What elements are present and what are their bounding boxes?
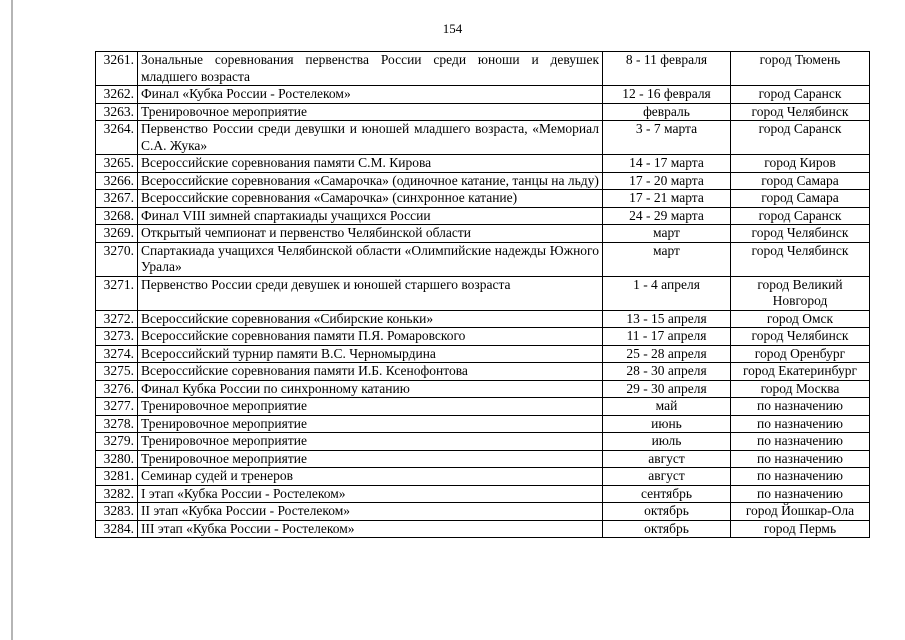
table-row xyxy=(96,86,870,104)
event-name: Первенство России среди девушки и юношей младшего возраста, «Мемориал С.А. Жука» xyxy=(138,121,603,155)
table-row xyxy=(96,52,870,86)
row-number: 3269. xyxy=(96,225,138,243)
row-number: 3263. xyxy=(96,103,138,121)
table-row xyxy=(96,121,870,155)
event-name: Всероссийские соревнования памяти П.Я. Ромаровского xyxy=(138,328,603,346)
row-number: 3281. xyxy=(96,468,138,486)
table-row xyxy=(96,155,870,173)
event-place: по назначению xyxy=(731,450,870,468)
row-number: 3266. xyxy=(96,172,138,190)
event-date: август xyxy=(603,468,731,486)
event-date: 1 - 4 апреля xyxy=(603,276,731,310)
events-table xyxy=(95,51,870,538)
event-date: октябрь xyxy=(603,503,731,521)
event-date: 17 - 21 марта xyxy=(603,190,731,208)
table-row xyxy=(96,103,870,121)
row-number: 3277. xyxy=(96,398,138,416)
event-name: Открытый чемпионат и первенство Челябинской области xyxy=(138,225,603,243)
event-name: Финал VIII зимней спартакиады учащихся России xyxy=(138,207,603,225)
row-number: 3282. xyxy=(96,485,138,503)
event-name: Спартакиада учащихся Челябинской области «Олимпийские надежды Южного Урала» xyxy=(138,242,603,276)
event-place: город Оренбург xyxy=(731,345,870,363)
event-date: 14 - 17 марта xyxy=(603,155,731,173)
event-name: Всероссийские соревнования «Самарочка» (одиночное катание, танцы на льду) xyxy=(138,172,603,190)
event-name: Финал Кубка России по синхронному катанию xyxy=(138,380,603,398)
row-number: 3265. xyxy=(96,155,138,173)
event-date: сентябрь xyxy=(603,485,731,503)
table-row xyxy=(96,225,870,243)
event-name: Тренировочное мероприятие xyxy=(138,415,603,433)
event-name: Всероссийские соревнования памяти И.Б. Ксенофонтова xyxy=(138,363,603,381)
event-place: по назначению xyxy=(731,468,870,486)
row-number: 3271. xyxy=(96,276,138,310)
row-number: 3275. xyxy=(96,363,138,381)
event-place: город Самара xyxy=(731,172,870,190)
event-place: по назначению xyxy=(731,433,870,451)
row-number: 3273. xyxy=(96,328,138,346)
scan-edge-line xyxy=(11,0,13,640)
row-number: 3267. xyxy=(96,190,138,208)
event-place: по назначению xyxy=(731,415,870,433)
event-name: Всероссийские соревнования «Самарочка» (синхронное катание) xyxy=(138,190,603,208)
row-number: 3284. xyxy=(96,520,138,538)
row-number: 3276. xyxy=(96,380,138,398)
row-number: 3280. xyxy=(96,450,138,468)
table-row xyxy=(96,520,870,538)
event-name: Всероссийские соревнования «Сибирские коньки» xyxy=(138,310,603,328)
event-place: город Киров xyxy=(731,155,870,173)
table-row xyxy=(96,363,870,381)
event-place: город Москва xyxy=(731,380,870,398)
table-row xyxy=(96,433,870,451)
event-place: город Челябинск xyxy=(731,225,870,243)
event-place: город Саранск xyxy=(731,207,870,225)
table-row xyxy=(96,345,870,363)
table-row xyxy=(96,485,870,503)
event-date: 29 - 30 апреля xyxy=(603,380,731,398)
row-number: 3268. xyxy=(96,207,138,225)
table-row xyxy=(96,276,870,310)
event-date: март xyxy=(603,225,731,243)
event-name: Всероссийский турнир памяти В.С. Черномырдина xyxy=(138,345,603,363)
event-place: город Пермь xyxy=(731,520,870,538)
event-date: июль xyxy=(603,433,731,451)
table-row xyxy=(96,450,870,468)
event-date: март xyxy=(603,242,731,276)
event-name: I этап «Кубка России - Ростелеком» xyxy=(138,485,603,503)
event-name: Финал «Кубка России - Ростелеком» xyxy=(138,86,603,104)
event-place: город Саранск xyxy=(731,121,870,155)
event-place: город Челябинск xyxy=(731,328,870,346)
row-number: 3274. xyxy=(96,345,138,363)
event-date: 8 - 11 февраля xyxy=(603,52,731,86)
row-number: 3270. xyxy=(96,242,138,276)
event-place: город Саранск xyxy=(731,86,870,104)
event-name: Всероссийские соревнования памяти С.М. Кирова xyxy=(138,155,603,173)
event-name: Зональные соревнования первенства России среди юноши и девушек младшего возраста xyxy=(138,52,603,86)
event-date: 3 - 7 марта xyxy=(603,121,731,155)
event-place: город Великий Новгород xyxy=(731,276,870,310)
row-number: 3272. xyxy=(96,310,138,328)
event-place: город Самара xyxy=(731,190,870,208)
table-row xyxy=(96,503,870,521)
event-name: Первенство России среди девушек и юношей старшего возраста xyxy=(138,276,603,310)
event-place: город Йошкар-Ола xyxy=(731,503,870,521)
table-row xyxy=(96,415,870,433)
row-number: 3279. xyxy=(96,433,138,451)
event-date: 25 - 28 апреля xyxy=(603,345,731,363)
event-place: город Омск xyxy=(731,310,870,328)
event-date: 17 - 20 марта xyxy=(603,172,731,190)
event-place: город Екатеринбург xyxy=(731,363,870,381)
row-number: 3261. xyxy=(96,52,138,86)
event-date: февраль xyxy=(603,103,731,121)
table-row xyxy=(96,172,870,190)
event-date: 28 - 30 апреля xyxy=(603,363,731,381)
event-date: август xyxy=(603,450,731,468)
page-number: 154 xyxy=(442,21,463,36)
table-row xyxy=(96,207,870,225)
row-number: 3264. xyxy=(96,121,138,155)
table-row xyxy=(96,380,870,398)
event-date: 13 - 15 апреля xyxy=(603,310,731,328)
table-row xyxy=(96,468,870,486)
event-date: 11 - 17 апреля xyxy=(603,328,731,346)
event-date: октябрь xyxy=(603,520,731,538)
event-place: город Челябинск xyxy=(731,242,870,276)
table-row xyxy=(96,190,870,208)
event-place: по назначению xyxy=(731,485,870,503)
event-place: город Тюмень xyxy=(731,52,870,86)
event-name: Тренировочное мероприятие xyxy=(138,433,603,451)
row-number: 3262. xyxy=(96,86,138,104)
row-number: 3278. xyxy=(96,415,138,433)
event-place: город Челябинск xyxy=(731,103,870,121)
event-date: май xyxy=(603,398,731,416)
event-date: 24 - 29 марта xyxy=(603,207,731,225)
table-row xyxy=(96,328,870,346)
table-row xyxy=(96,398,870,416)
event-name: Тренировочное мероприятие xyxy=(138,398,603,416)
events-table-body xyxy=(96,52,870,538)
event-date: июнь xyxy=(603,415,731,433)
event-date: 12 - 16 февраля xyxy=(603,86,731,104)
event-name: II этап «Кубка России - Ростелеком» xyxy=(138,503,603,521)
event-name: III этап «Кубка России - Ростелеком» xyxy=(138,520,603,538)
row-number: 3283. xyxy=(96,503,138,521)
table-row xyxy=(96,310,870,328)
event-name: Тренировочное мероприятие xyxy=(138,450,603,468)
event-place: по назначению xyxy=(731,398,870,416)
table-row xyxy=(96,242,870,276)
event-name: Семинар судей и тренеров xyxy=(138,468,603,486)
event-name: Тренировочное мероприятие xyxy=(138,103,603,121)
